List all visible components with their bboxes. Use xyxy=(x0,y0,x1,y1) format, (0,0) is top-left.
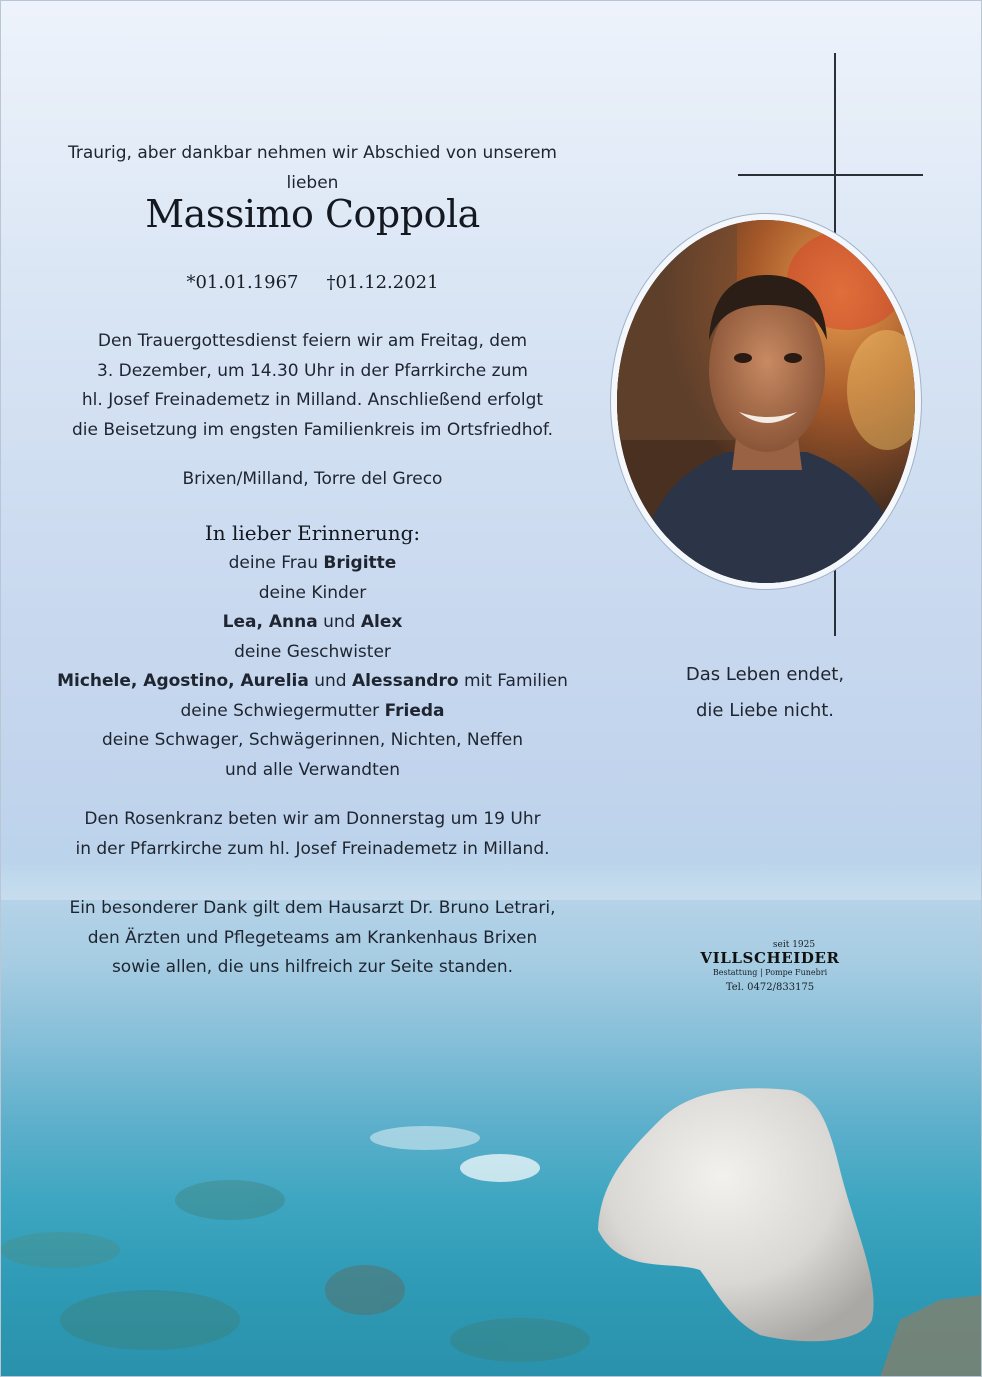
family-line: deine Kinder xyxy=(258,582,367,603)
family-line: Lea, Anna und Alex xyxy=(222,612,403,632)
mother-in-law-name: Frieda xyxy=(384,700,445,721)
portrait-illustration xyxy=(617,220,915,583)
family-line: deine Schwager, Schwägerinnen, Nichten, Neffen xyxy=(101,730,524,750)
siblings-suffix: mit Familien xyxy=(463,671,568,691)
family-line xyxy=(40,667,585,697)
child-name: Lea xyxy=(222,612,257,632)
child-name: Alex xyxy=(360,612,403,632)
closing-quote xyxy=(660,657,870,729)
place-text: Brixen/Milland, Torre del Greco xyxy=(182,469,443,489)
thanks-line: Ein besonderer Dank gilt dem Hausarzt Dr. Bruno Letrari, xyxy=(69,898,556,918)
sibling-names: Michele, Agostino, Aurelia xyxy=(57,671,309,691)
rosary-text xyxy=(40,805,585,864)
quote-line: Das Leben endet, xyxy=(685,664,845,685)
family-line: deine Geschwister xyxy=(234,641,391,662)
family-line xyxy=(40,697,585,727)
funeral-service-text xyxy=(40,327,585,445)
mother-in-law-label: deine Schwiegermutter xyxy=(180,700,385,721)
logo-since: seit 1925 xyxy=(772,940,816,950)
death-date: †01.12.2021 xyxy=(326,272,439,293)
conjunction: und xyxy=(314,671,347,691)
rosary-line: in der Pfarrkirche zum hl. Josef Freinademetz in Milland. xyxy=(75,838,550,859)
shore-rock xyxy=(880,1295,982,1377)
deceased-name: Massimo Coppola xyxy=(145,192,480,236)
service-line: 3. Dezember, um 14.30 Uhr in der Pfarrkirche zum xyxy=(97,360,528,381)
thanks-text xyxy=(40,894,585,983)
intro-text: Traurig, aber dankbar nehmen wir Abschied von unserem lieben xyxy=(67,143,557,193)
cross-icon-horizontal xyxy=(738,174,923,176)
memory-heading: In lieber Erinnerung: xyxy=(204,521,421,545)
large-rock xyxy=(598,1088,874,1341)
service-line: Den Trauergottesdienst feiern wir am Freitag, dem xyxy=(97,331,528,351)
conjunction: und xyxy=(323,612,356,632)
wife-label: deine Frau xyxy=(228,553,324,573)
family-line: und alle Verwandten xyxy=(224,759,400,780)
small-rock xyxy=(370,1126,540,1182)
thanks-line: den Ärzten und Pflegeteams am Krankenhaus Brixen xyxy=(87,927,538,948)
family-line xyxy=(40,549,585,579)
seabed-rocks xyxy=(0,1180,590,1362)
life-dates xyxy=(40,268,585,298)
logo-subtitle: Bestattung | Pompe Funebri xyxy=(712,968,828,977)
logo-phone: Tel. 0472/833175 xyxy=(725,982,815,993)
portrait-photo xyxy=(617,220,915,583)
quote-line: die Liebe nicht. xyxy=(695,700,835,721)
service-line: hl. Josef Freinademetz in Milland. Anschließend erfolgt xyxy=(81,390,544,410)
service-line: die Beisetzung im engsten Familienkreis im Ortsfriedhof. xyxy=(71,419,554,440)
family-list xyxy=(40,549,585,785)
sibling-name: Alessandro xyxy=(351,671,459,691)
rosary-line: Den Rosenkranz beten wir am Donnerstag um 19 Uhr xyxy=(84,809,541,829)
birth-date: *01.01.1967 xyxy=(186,272,299,293)
thanks-line: sowie allen, die uns hilfreich zur Seite standen. xyxy=(111,957,514,977)
funeral-home-logo xyxy=(700,940,840,996)
wife-name: Brigitte xyxy=(323,553,397,573)
logo-name: VILLSCHEIDER xyxy=(700,949,840,967)
child-name: Anna xyxy=(268,612,318,632)
